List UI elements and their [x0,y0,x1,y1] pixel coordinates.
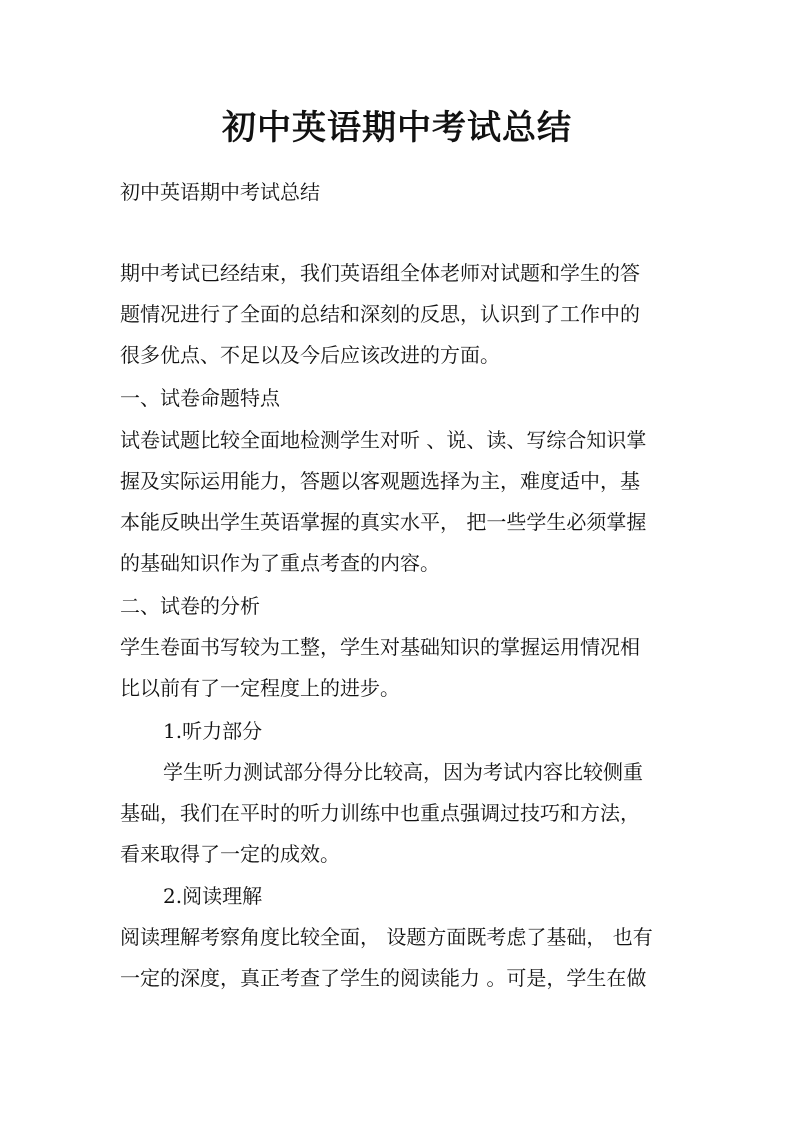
paragraph-line: 很多优点、不足以及今后应该改进的方面。 [120,343,500,367]
paragraph-line: 阅读理解考察角度比较全面， 设题方面既考虑了基础， 也有 [120,925,653,949]
paragraph-line: 学生卷面书写较为工整，学生对基础知识的掌握运用情况相 [120,635,640,659]
paragraph-line: 题情况进行了全面的总结和深刻的反思，认识到了工作中的 [120,302,640,326]
section-heading: 一、试卷命题特点 [120,386,280,410]
document-title: 初中英语期中考试总结 [222,108,572,148]
paragraph-line: 试卷试题比较全面地检测学生对听 、说、读、写综合知识掌 [120,428,647,452]
paragraph-line: 握及实际运用能力，答题以客观题选择为主，难度适中，基 [120,469,640,493]
paragraph-line: 本能反映出学生英语掌握的真实水平， 把一些学生必须掌握 [120,510,647,534]
paragraph-line: 期中考试已经结束，我们英语组全体老师对试题和学生的答 [120,261,640,285]
paragraph-line: 一定的深度，真正考查了学生的阅读能力 。可是，学生在做 [120,966,647,990]
paragraph-line: 的基础知识作为了重点考查的内容。 [120,551,440,575]
section-heading: 二、试卷的分析 [120,594,260,618]
subsection-heading: 2.阅读理解 [163,884,263,908]
paragraph-line: 基础，我们在平时的听力训练中也重点强调过技巧和方法， [120,801,640,825]
subsection-heading: 1.听力部分 [163,719,263,743]
document-subtitle: 初中英语期中考试总结 [120,180,320,204]
paragraph-line: 比以前有了一定程度上的进步。 [120,676,400,700]
paragraph-line: 看来取得了一定的成效。 [120,842,340,866]
paragraph-line: 学生听力测试部分得分比较高，因为考试内容比较侧重 [163,760,643,784]
